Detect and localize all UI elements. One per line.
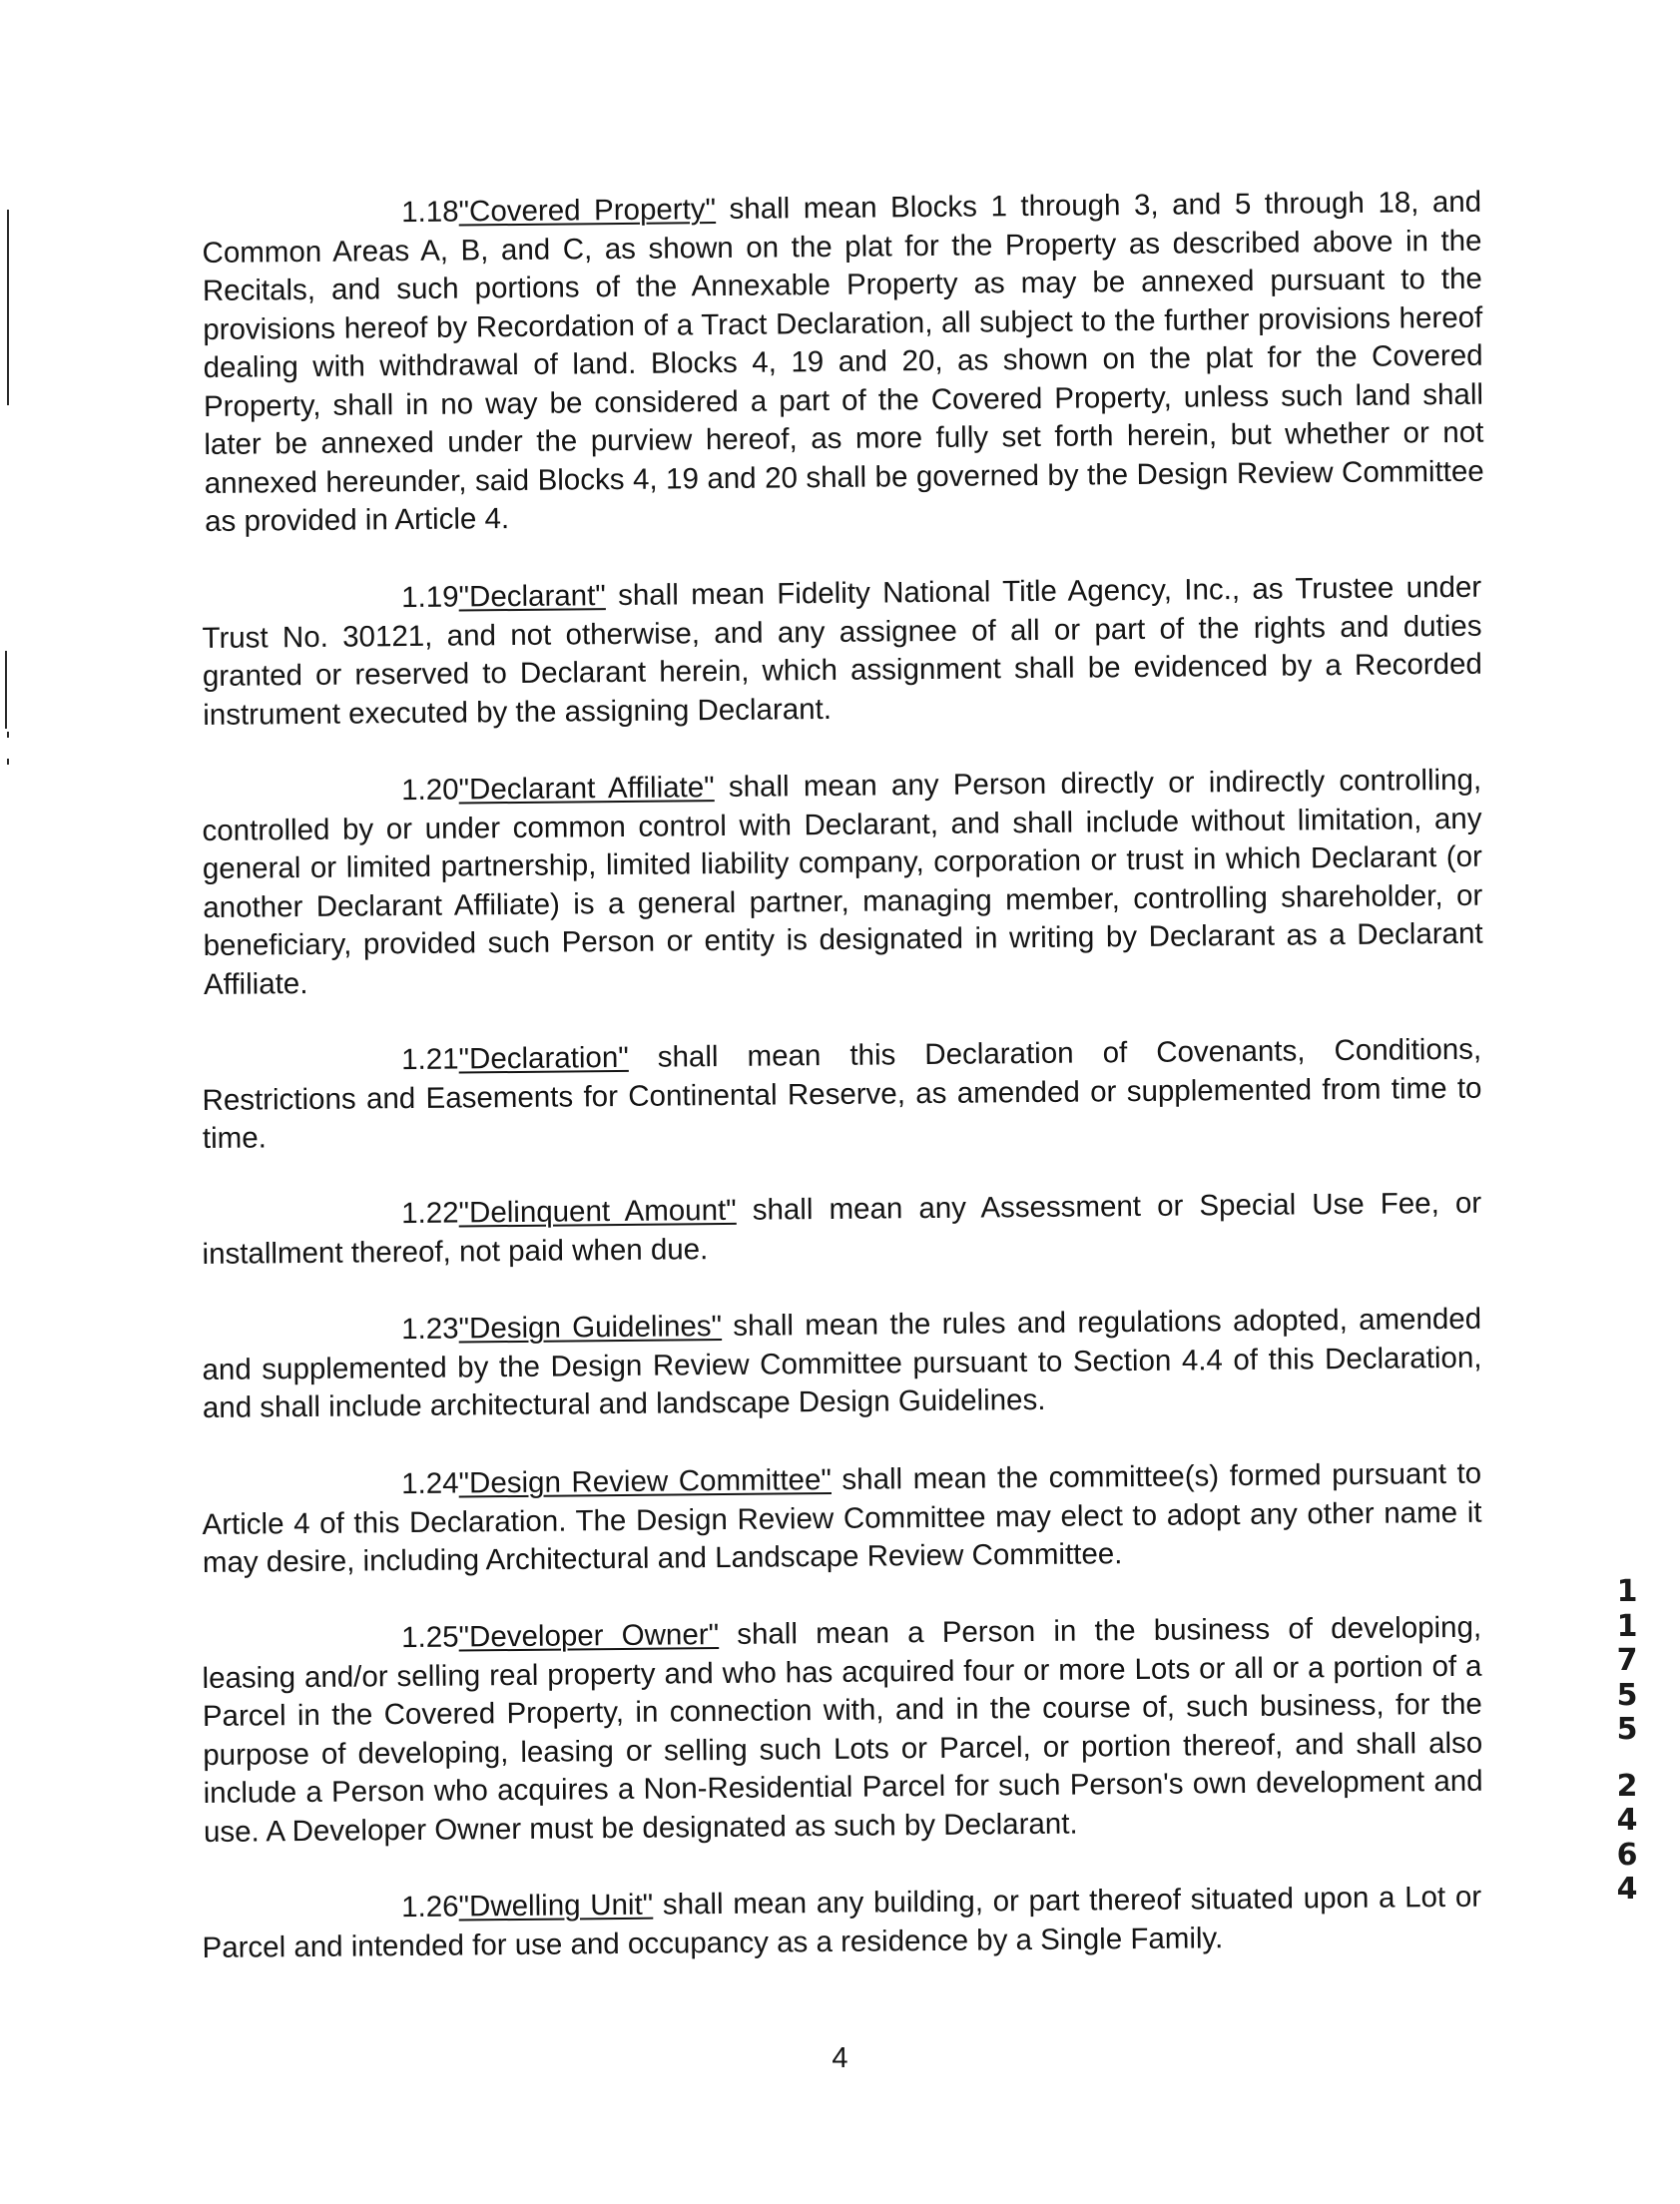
definition-text: shall mean any building, or part thereof situated upon a Lot or Parcel and intended for use and occupancy as a residence by a Single Family. bbox=[202, 1880, 1482, 1964]
stamp-digit: 2 bbox=[1616, 1768, 1638, 1804]
definition-text: shall mean Blocks 1 through 3, and 5 through 18, and Common Areas A, B, and C, as shown on the plat for the Property as described above in the Recitals, and such portions of the Annexable Property as may be annexed pursuant to the provisions hereof by Recordation of a Tract Declaration, all subject to the further provisions hereof dealing with withdrawal of land. Blocks 4, 19 and 20, as shown on the plat for the Covered Property, shall in no way be considered a part of the Covered Property, unless such land shall later be annexed under the purview hereof, as more fully set forth herein, but whether or not annexed hereunder, said Blocks 4, 19 and 20 shall be governed by the Design Review Committee as provided in Article 4. bbox=[202, 185, 1484, 538]
section-number: 1.18 bbox=[401, 195, 459, 230]
margin-tick bbox=[7, 732, 9, 738]
definitions-body bbox=[202, 185, 1484, 2006]
recording-number-stamp bbox=[1605, 1575, 1649, 1908]
stamp-digit: 4 bbox=[1616, 1803, 1638, 1838]
section-number: 1.23 bbox=[401, 1312, 459, 1347]
section-number: 1.19 bbox=[401, 580, 459, 614]
section-number: 1.25 bbox=[401, 1620, 459, 1655]
stamp-digit: 7 bbox=[1616, 1643, 1638, 1678]
definition-1-21 bbox=[202, 1030, 1482, 1158]
section-number: 1.22 bbox=[401, 1196, 459, 1231]
stamp-digit: 1 bbox=[1616, 1608, 1638, 1644]
definition-text: shall mean the rules and regulations adopted, amended and supplemented by the Design Review Committee pursuant to Section 4.4 of this Declaration, and shall include architectural and landscape Design Guidelines. bbox=[202, 1302, 1482, 1424]
definition-1-26 bbox=[202, 1879, 1482, 1967]
definition-1-24 bbox=[202, 1454, 1482, 1582]
stamp-gap bbox=[1605, 1748, 1649, 1770]
margin-revision-bar bbox=[7, 210, 9, 405]
margin-revision-bar bbox=[5, 651, 7, 729]
definition-1-18 bbox=[202, 184, 1484, 542]
stamp-digit: 5 bbox=[1616, 1677, 1638, 1713]
definition-text: shall mean Fidelity National Title Agency, Inc., as Trustee under Trust No. 30121, and not otherwise, and any assignee of all or part of the rights and duties granted or reserved to Declarant herein, which assignment shall be evidenced by a Recorded instrument executed by the assigning Declarant. bbox=[202, 570, 1483, 731]
definition-text: shall mean any Person directly or indirectly controlling, controlled by or under common control with Declarant, and shall include without limitation, any general or limited partnership, limited liability company, corporation or trust in which Declarant (or another Declarant Affiliate) is a general partner, managing member, controlling shareholder, or beneficiary, provided such Person or entity is designated in writing by Declarant as a Declarant Affiliate. bbox=[202, 763, 1483, 1000]
definition-1-25 bbox=[202, 1609, 1483, 1852]
stamp-digit: 4 bbox=[1616, 1872, 1638, 1907]
definition-1-23 bbox=[202, 1301, 1482, 1428]
margin-tick bbox=[7, 759, 9, 765]
definition-text: shall mean the committee(s) formed pursuant to Article 4 of this Declaration. The Design Review Committee may elect to adopt any other name it may desire, including Architectural and Landscape Review Committee. bbox=[202, 1456, 1482, 1579]
defined-term: "Design Guidelines" bbox=[458, 1310, 723, 1346]
section-number: 1.21 bbox=[401, 1042, 459, 1076]
definition-text: shall mean a Person in the business of developing, leasing and/or selling real property and who has acquired four or more Lots or all or a portion of a Parcel in the Covered Property, in connection with, and in the course of, such business, for the purpose of developing, leasing or selling such Lots or Parcel, or portion thereof, and shall also include a Person who acquires a Non-Residential Parcel for such Person's own development and use. A Developer Owner must be designated as such by Declarant. bbox=[202, 1610, 1483, 1849]
definition-1-22 bbox=[202, 1185, 1482, 1274]
section-number: 1.26 bbox=[401, 1890, 459, 1925]
defined-term: "Dwelling Unit" bbox=[458, 1888, 654, 1924]
defined-term: "Declarant" bbox=[458, 578, 606, 614]
defined-term: "Covered Property" bbox=[458, 193, 717, 229]
definition-1-19 bbox=[202, 568, 1482, 734]
section-number: 1.20 bbox=[401, 773, 459, 807]
defined-term: "Delinquent Amount" bbox=[458, 1193, 737, 1230]
defined-term: "Design Review Committee" bbox=[458, 1462, 833, 1500]
defined-term: "Declaration" bbox=[458, 1040, 629, 1076]
page-number: 4 bbox=[832, 2042, 848, 2074]
defined-term: "Declarant Affiliate" bbox=[458, 770, 715, 807]
defined-term: "Developer Owner" bbox=[458, 1618, 720, 1654]
stamp-digit: 5 bbox=[1616, 1712, 1638, 1747]
stamp-digit: 6 bbox=[1616, 1837, 1638, 1873]
definition-text: shall mean this Declaration of Covenants, Conditions, Restrictions and Easements for Continental Reserve, as amended or supplemented from time to time. bbox=[202, 1032, 1482, 1155]
definition-1-20 bbox=[202, 761, 1483, 1003]
stamp-digit: 1 bbox=[1616, 1574, 1638, 1609]
definition-text: shall mean any Assessment or Special Use Fee, or installment thereof, not paid when due. bbox=[202, 1186, 1482, 1271]
section-number: 1.24 bbox=[401, 1466, 459, 1500]
